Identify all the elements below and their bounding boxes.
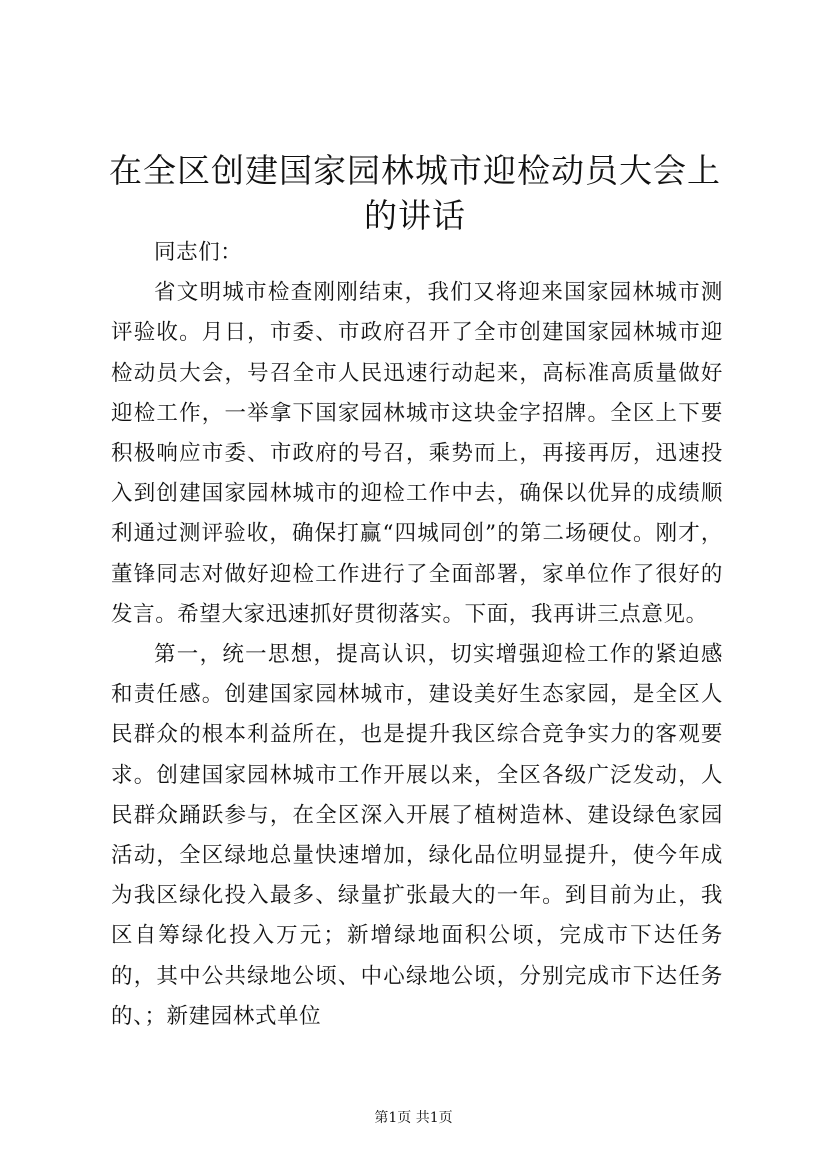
document-body [111, 233, 723, 1037]
paragraph-1: 省文明城市检查刚刚结束，我们又将迎来国家园林城市测评验收。月日，市委、市政府召开了全市创建国家园林城市迎检动员大会，号召全市人民迅速行动起来，高标准高质量做好迎检工作，一举拿下国家园林城市这块金字招牌。全区上下要积极响应市委、市政府的号召，乘势而上，再接再厉，迅速投入到创建国家园林城市的迎检工作中去，确保以优异的成绩顺利通过测评验收，确保打赢“四城同创”的第二场硬仗。刚才，董锋同志对做好迎检工作进行了全面部署，家单位作了很好的发言。希望大家迅速抓好贯彻落实。下面，我再讲三点意见。 [111, 280, 723, 627]
paragraph-2: 第一，统一思想，提高认识，切实增强迎检工作的紧迫感和责任感。创建国家园林城市，建设美好生态家园，是全区人民群众的根本利益所在，也是提升我区综合竞争实力的客观要求。创建国家园林城市工作开展以来，全区各级广泛发动，人民群众踊跃参与，在全区深入开展了植树造林、建设绿色家园活动，全区绿地总量快速增加，绿化品位明显提升，使今年成为我区绿化投入最多、绿量扩张最大的一年。到目前为止，我区自筹绿化投入万元；新增绿地面积公顷，完成市下达任务的，其中公共绿地公顷、中心绿地公顷，分别完成市下达任务的、；新建园林式单位 [111, 642, 723, 1029]
greeting-line: 同志们： [154, 240, 243, 265]
document-title: 在全区创建国家园林城市迎检动员大会上的讲话 [109, 151, 721, 235]
page-number-footer: 第1页 共1页 [374, 1110, 453, 1126]
